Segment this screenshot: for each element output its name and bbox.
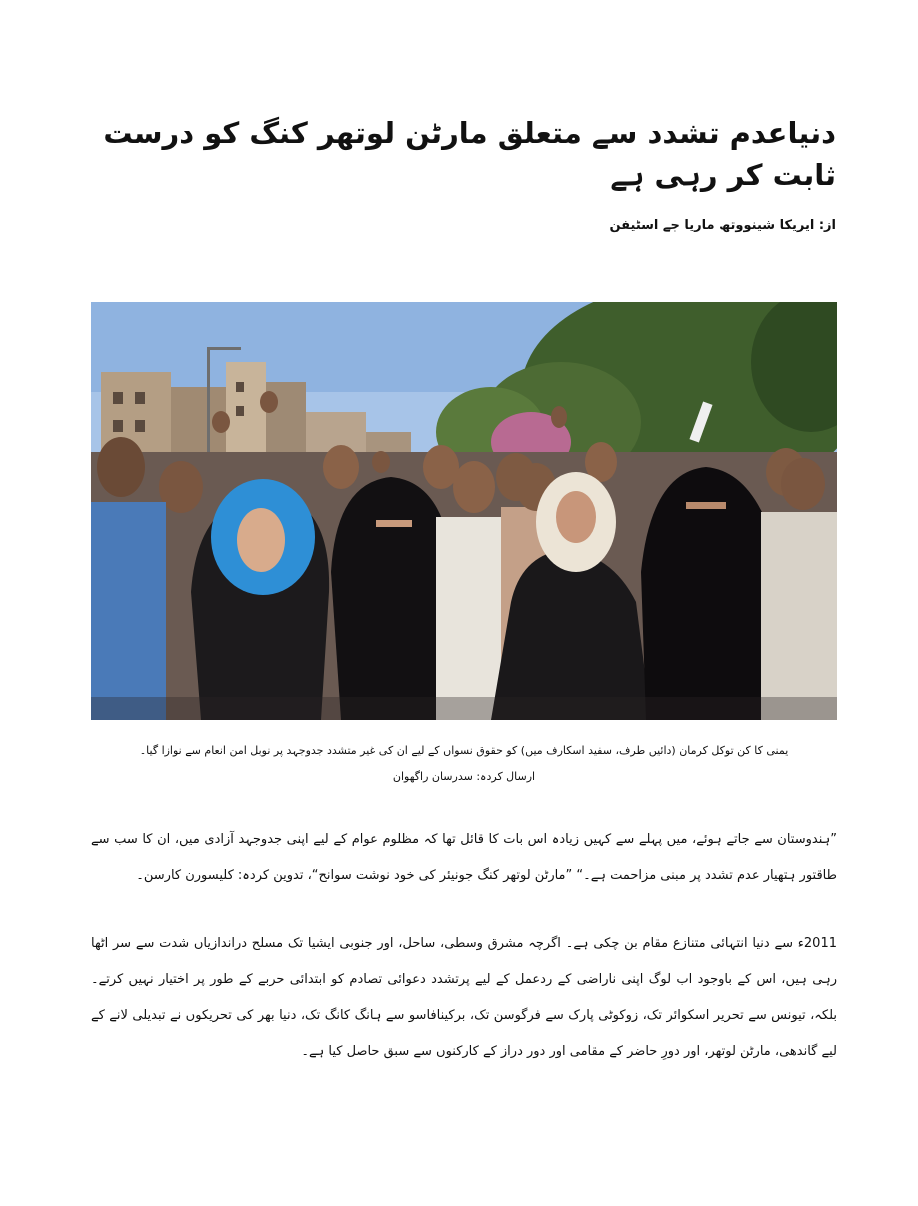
article-byline: از: ایریکا شینووتھ ماریا جے اسٹیفن bbox=[609, 218, 836, 233]
protest-photo-illustration bbox=[91, 302, 837, 720]
caption-line: یمنی کا کن توکل کرمان (دائیں طرف، سفید اسکارف میں) کو حقوق نسواں کے لیے ان کی غیر متشدد جدوجہد پر نوبل امن انعام سے نوازا گیا۔ bbox=[139, 744, 789, 757]
body-paragraph: 2011ء سے دنیا انتہائی متنازع مقام بن چکی ہے۔ اگرچہ مشرق وسطی، ساحل، اور جنوبی ایشیا تک مسلح دراندازیاں شدت سے سر اٹھا رہی ہیں، اس کے باوجود اب لوگ اپنی ناراضی کے ردعمل کے لیے پرتشدد دعوائی تصادم کو ابتدائی حربے کے طور پر اختیار نہیں کرتے۔ بلکہ، تیونس سے تحریر اسکوائر تک، زوکوٹی پارک سے فرگوسن تک، برکینافاسو سے ہانگ کانگ تک، دنیا بھر کی تحریکوں نے تبدیلی لانے کے لیے گاندھی، مارٹن لوتھر، اور دورِ حاضر کے مقامی اور دور دراز کے کارکنوں سے سبق حاصل کیا ہے۔ bbox=[91, 936, 837, 1059]
opening-quote: ”ہندوستان سے جاتے ہوئے، میں پہلے سے کہیں زیادہ اس بات کا قائل تھا کہ مظلوم عوام کے لیے اپنی جدوجہد آزادی میں، ان کا سب سے طاقتور ہتھیار عدم تشدد پر مبنی مزاحمت ہے۔“ ”مارٹن لوتھر کنگ جونیئر کی خود نوشت سوانح“، تدوین کردہ: کلیسورن کارسن۔ bbox=[91, 832, 837, 883]
article-title: دنیاعدم تشدد سے متعلق مارٹن لوتھر کنگ کو درست ثابت کر رہی ہے bbox=[103, 116, 836, 192]
article-photo bbox=[91, 302, 837, 720]
photo-caption bbox=[91, 738, 837, 790]
caption-credit: ارسال کردہ: سدرسان راگھوان bbox=[392, 770, 536, 783]
